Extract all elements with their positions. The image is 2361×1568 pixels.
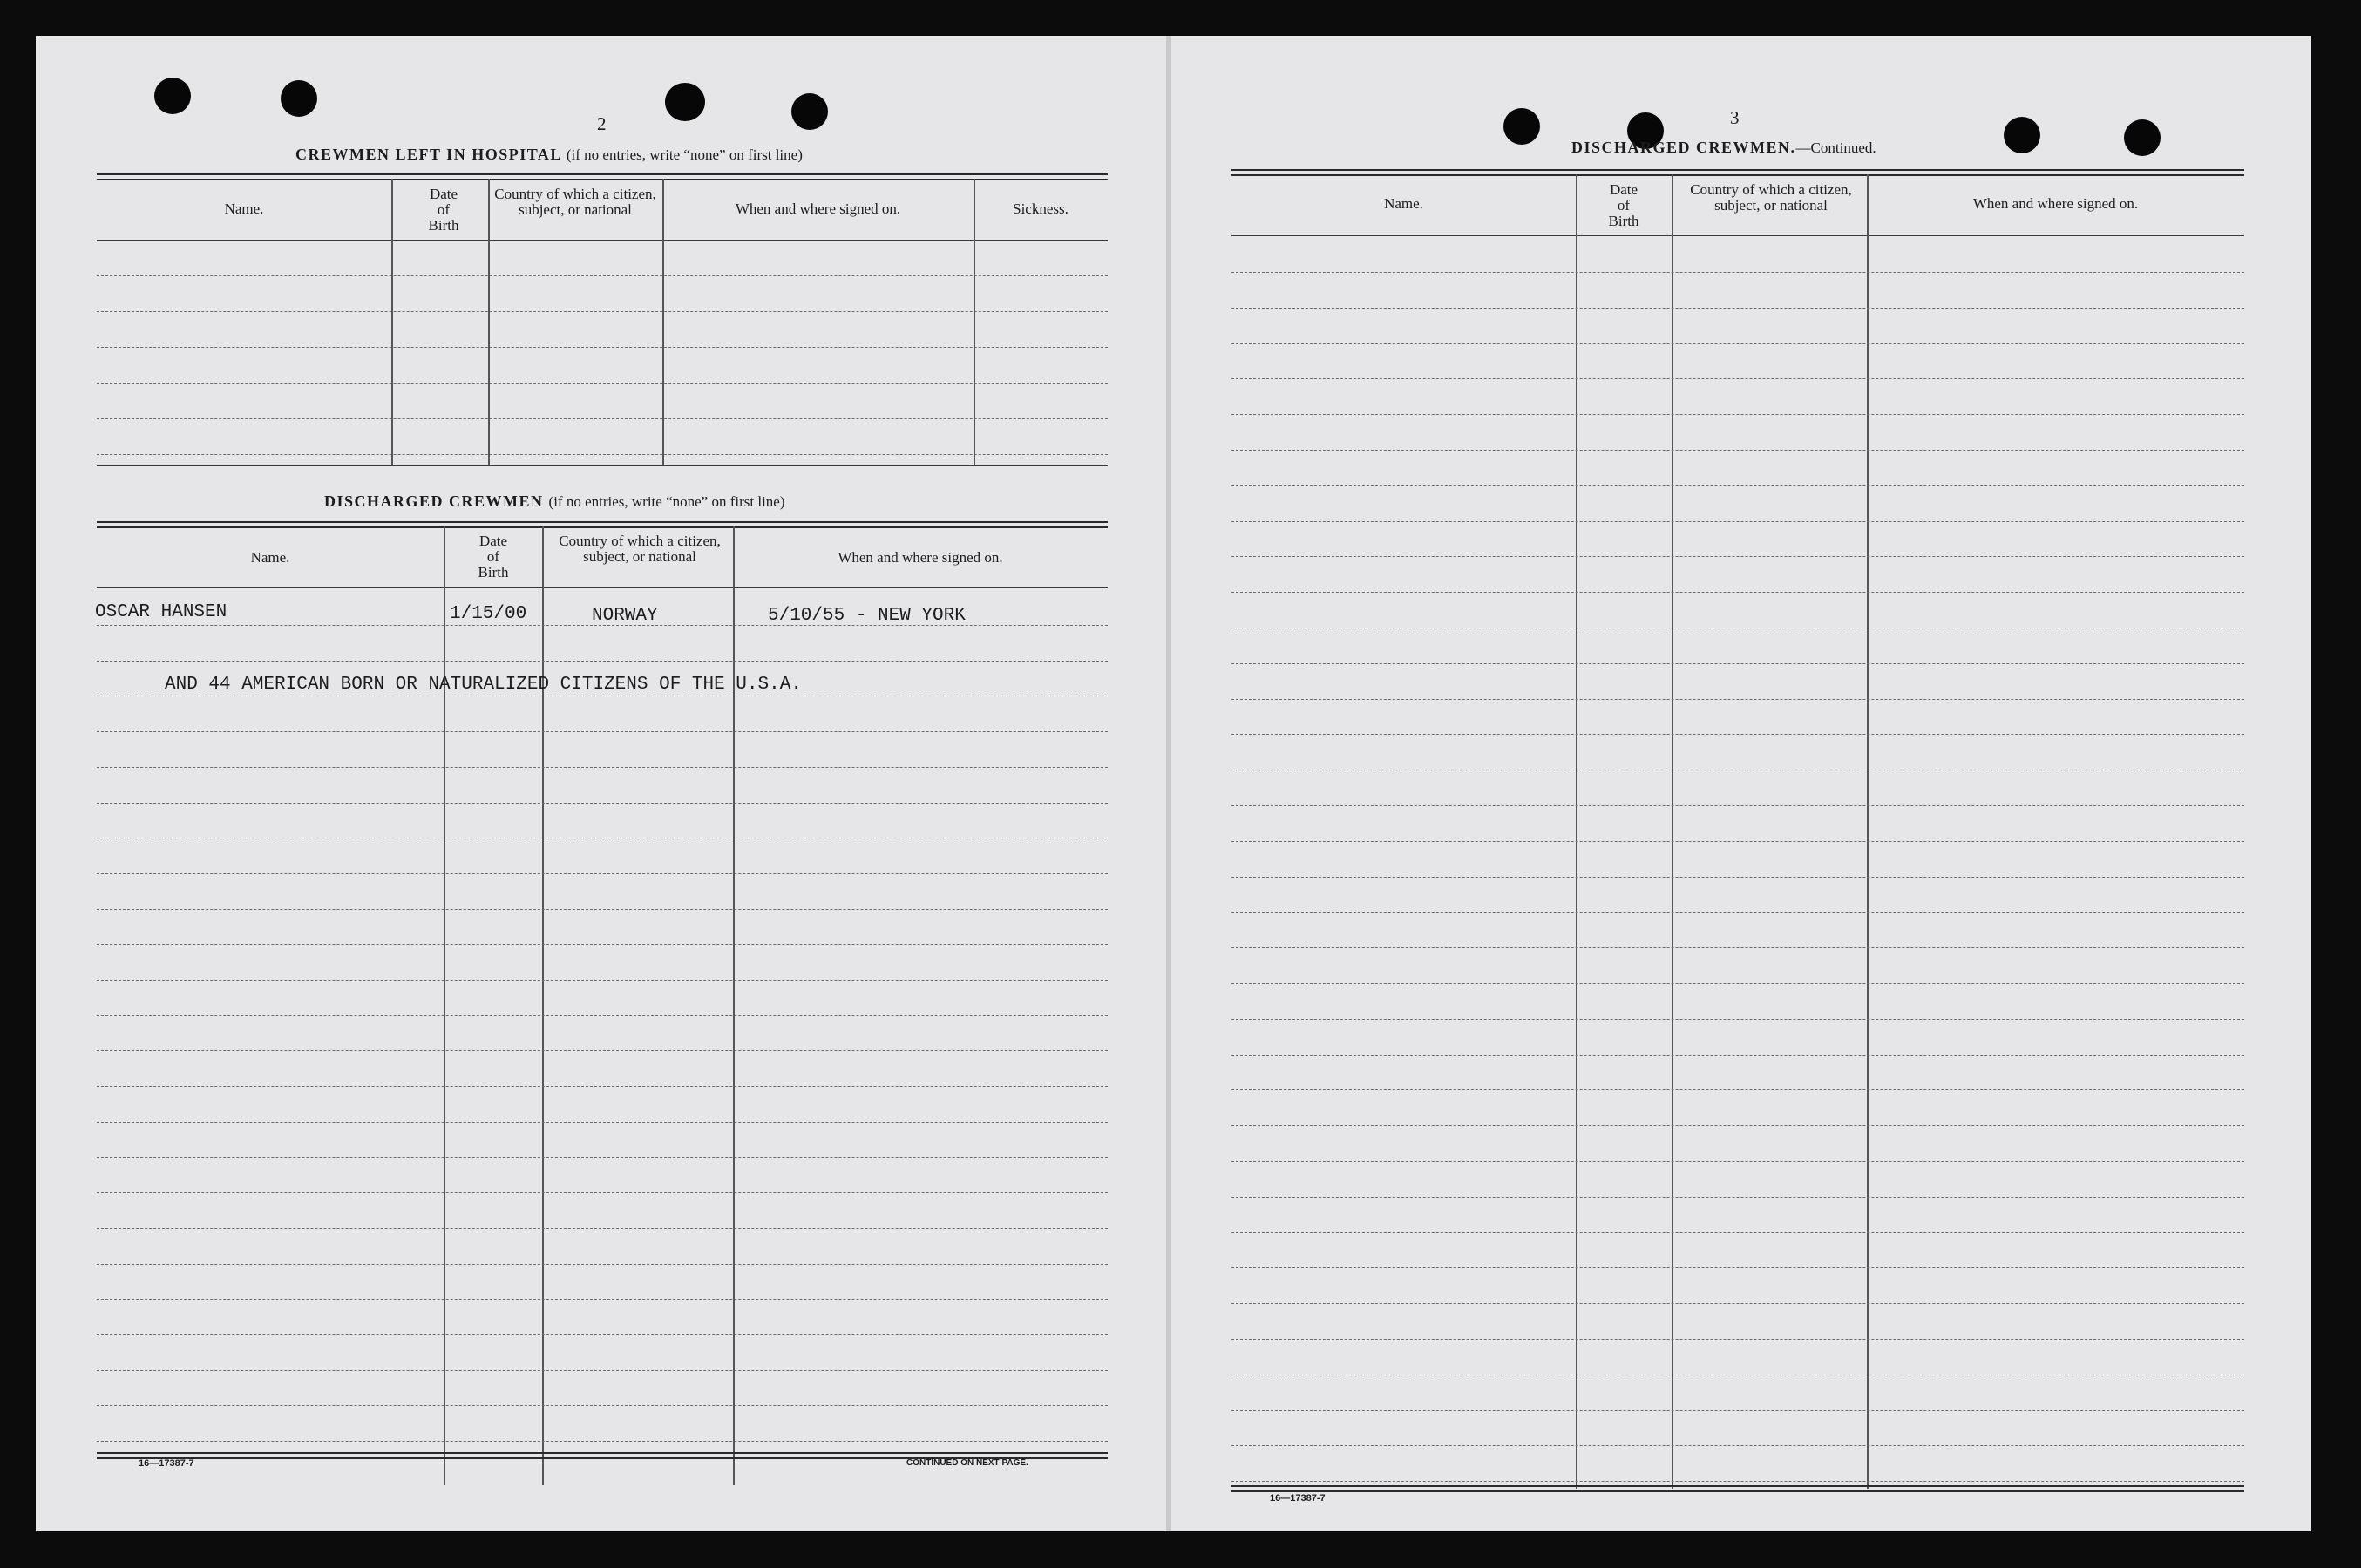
ruled-line bbox=[97, 1228, 1108, 1229]
continued-title-text: DISCHARGED CREWMEN. bbox=[1571, 139, 1796, 156]
ruled-line bbox=[97, 347, 1108, 348]
ruled-line bbox=[1231, 1019, 2244, 1020]
crewman-date-of-birth: 1/15/00 bbox=[450, 604, 527, 624]
ruled-line bbox=[1231, 983, 2244, 984]
page-number: 2 bbox=[597, 113, 607, 134]
ruled-line bbox=[1231, 1232, 2244, 1233]
column-header-date-of-birth: Date of Birth bbox=[428, 186, 459, 234]
ruled-line bbox=[97, 418, 1108, 419]
ruled-line bbox=[1231, 592, 2244, 593]
column-header-country: Country of which a citizen, subject, or national bbox=[494, 186, 656, 218]
discharged-title-note: (if no entries, write “none” on first line) bbox=[548, 493, 785, 510]
ruled-line bbox=[1231, 556, 2244, 557]
ruled-line bbox=[97, 311, 1108, 312]
ruled-line bbox=[97, 1441, 1108, 1442]
punch-hole bbox=[791, 93, 828, 130]
column-header-signed-on: When and where signed on. bbox=[735, 200, 901, 217]
discharged-section-title bbox=[324, 492, 785, 511]
page-fold bbox=[1166, 36, 1171, 1531]
ruled-line bbox=[97, 873, 1108, 874]
ruled-line bbox=[1231, 1445, 2244, 1446]
ruled-line bbox=[1231, 1339, 2244, 1340]
ruled-line bbox=[97, 661, 1108, 662]
ruled-line bbox=[1231, 805, 2244, 806]
ruled-line bbox=[97, 1370, 1108, 1371]
ruled-line bbox=[97, 1405, 1108, 1406]
column-header-name: Name. bbox=[1384, 195, 1423, 212]
ruled-line bbox=[1231, 1161, 2244, 1162]
column-header-date-of-birth: Date of Birth bbox=[478, 533, 509, 580]
ruled-line bbox=[1231, 841, 2244, 842]
ruled-line bbox=[97, 980, 1108, 981]
ruled-line bbox=[1231, 1410, 2244, 1411]
page-number: 3 bbox=[1730, 107, 1740, 128]
ruled-line bbox=[1231, 734, 2244, 735]
ruled-line bbox=[1231, 1089, 2244, 1090]
manifest-sheet bbox=[36, 36, 2311, 1531]
column-header-sickness: Sickness. bbox=[1013, 200, 1069, 217]
ruled-line bbox=[1231, 1055, 2244, 1056]
ruled-line bbox=[97, 275, 1108, 276]
ruled-line bbox=[97, 1086, 1108, 1087]
column-header-name: Name. bbox=[224, 200, 264, 217]
column-header-signed-on: When and where signed on. bbox=[838, 549, 1003, 566]
form-code: 16—17387-7 bbox=[1270, 1493, 1326, 1504]
discharged-remark: AND 44 AMERICAN BORN OR NATURALIZED CITIZENS OF THE U.S.A. bbox=[165, 675, 802, 695]
punch-hole bbox=[2004, 117, 2040, 153]
ruled-line bbox=[97, 1192, 1108, 1193]
hospital-title-text: CREWMEN LEFT IN HOSPITAL bbox=[295, 146, 561, 163]
punch-hole bbox=[281, 80, 317, 117]
ruled-line bbox=[97, 383, 1108, 384]
ruled-line bbox=[97, 1334, 1108, 1335]
ruled-line bbox=[1231, 414, 2244, 415]
continued-note: CONTINUED ON NEXT PAGE. bbox=[906, 1458, 1028, 1468]
punch-hole bbox=[665, 83, 705, 121]
ruled-line bbox=[1231, 272, 2244, 273]
ruled-line bbox=[97, 909, 1108, 910]
continued-title-suffix: —Continued. bbox=[1795, 139, 1876, 156]
ruled-line bbox=[1231, 1481, 2244, 1482]
column-header-country: Country of which a citizen, subject, or national bbox=[559, 533, 721, 565]
ruled-line bbox=[97, 1122, 1108, 1123]
ruled-line bbox=[1231, 1267, 2244, 1268]
ruled-line bbox=[97, 944, 1108, 945]
ruled-line bbox=[1231, 663, 2244, 664]
column-header-signed-on: When and where signed on. bbox=[1972, 195, 2139, 212]
hospital-section-title bbox=[295, 146, 803, 164]
ruled-line bbox=[1231, 699, 2244, 700]
ruled-line bbox=[1231, 450, 2244, 451]
column-header-name: Name. bbox=[250, 549, 290, 566]
form-code: 16—17387-7 bbox=[139, 1458, 194, 1469]
ruled-line bbox=[97, 803, 1108, 804]
continued-section-title bbox=[1571, 139, 1876, 157]
ruled-line bbox=[1231, 947, 2244, 948]
ruled-line bbox=[97, 731, 1108, 732]
ruled-line bbox=[1231, 521, 2244, 522]
ruled-line bbox=[1231, 1303, 2244, 1304]
crewman-country: NORWAY bbox=[592, 606, 658, 626]
ruled-line bbox=[1231, 378, 2244, 379]
column-header-country: Country of which a citizen, subject, or national bbox=[1690, 181, 1852, 214]
ruled-line bbox=[97, 1015, 1108, 1016]
punch-hole bbox=[154, 78, 191, 114]
ruled-line bbox=[97, 1157, 1108, 1158]
ruled-line bbox=[97, 1299, 1108, 1300]
ruled-line bbox=[97, 1050, 1108, 1051]
ruled-line bbox=[97, 454, 1108, 455]
ruled-line bbox=[1231, 308, 2244, 309]
ruled-line bbox=[97, 767, 1108, 768]
ruled-line bbox=[97, 1264, 1108, 1265]
ruled-line bbox=[1231, 1197, 2244, 1198]
ruled-line bbox=[1231, 912, 2244, 913]
discharged-title-text: DISCHARGED CREWMEN bbox=[324, 492, 544, 510]
punch-hole bbox=[1503, 108, 1540, 145]
crewman-name: OSCAR HANSEN bbox=[95, 602, 227, 622]
ruled-line bbox=[1231, 1125, 2244, 1126]
ruled-line bbox=[1231, 343, 2244, 344]
crewman-signed-on: 5/10/55 - NEW YORK bbox=[768, 606, 966, 626]
hospital-title-note: (if no entries, write “none” on first line) bbox=[566, 146, 803, 163]
ruled-line bbox=[1231, 485, 2244, 486]
column-header-date-of-birth: Date of Birth bbox=[1608, 181, 1639, 229]
ruled-line bbox=[1231, 877, 2244, 878]
punch-hole bbox=[2124, 119, 2161, 156]
